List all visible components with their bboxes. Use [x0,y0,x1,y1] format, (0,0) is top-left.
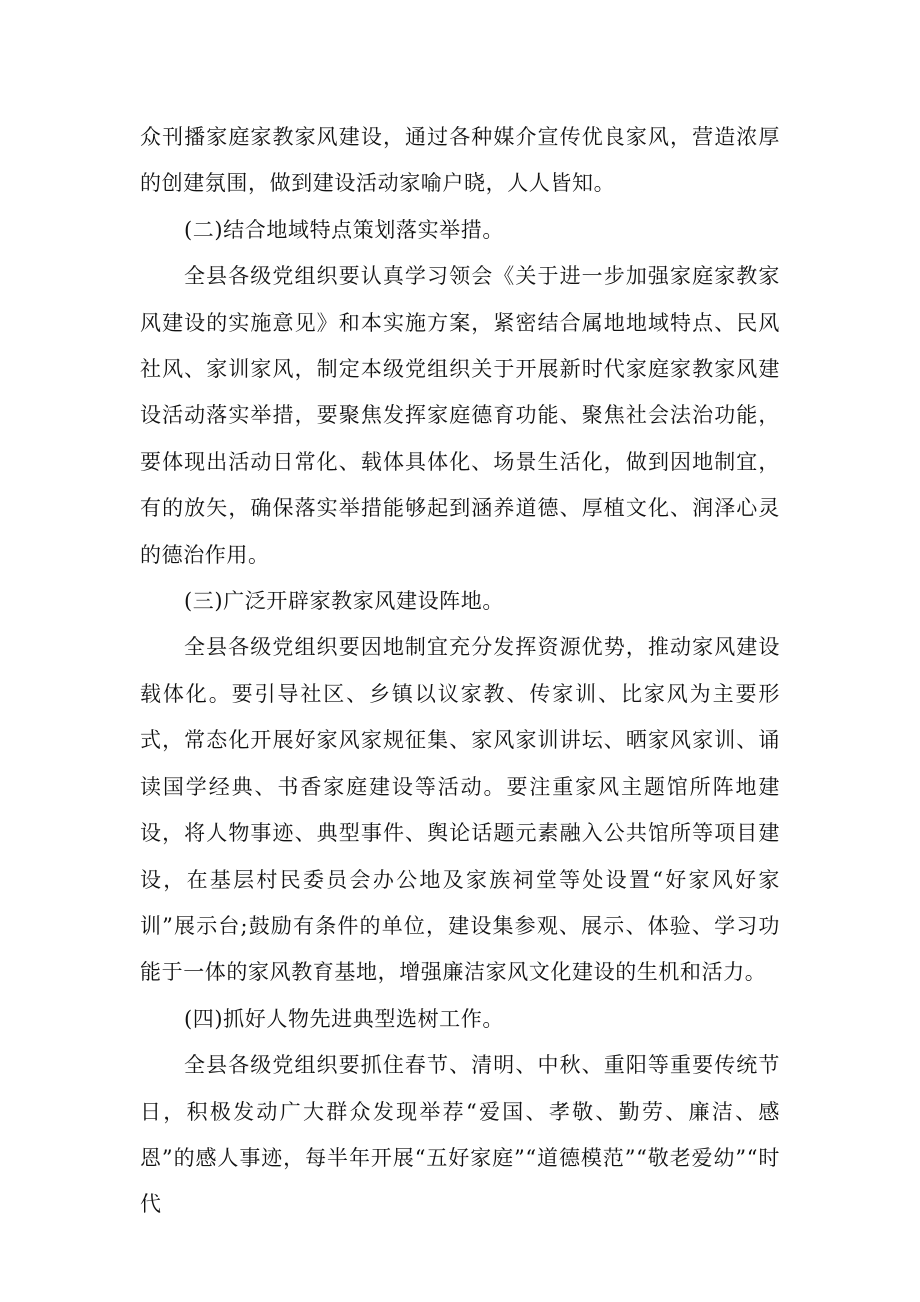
paragraph-section-2: 全县各级党组织要认真学习领会《关于进一步加强家庭家教家风建设的实施意见》和本实施方案，紧密结合属地地域特点、民风社风、家训家风，制定本级党组织关于开展新时代家庭家教家风建设活动落实举措，要聚焦发挥家庭德育功能、聚焦社会法治功能，要体现出活动日常化、载体具体化、场景生活化，做到因地制宜，有的放矢，确保落实举措能够起到涵养道德、厚植文化、润泽心灵的德治作用。 [140,264,780,567]
paragraph-continuation: 众刊播家庭家教家风建设，通过各种媒介宣传优良家风，营造浓厚的创建氛围，做到建设活动家喻户晓，人人皆知。 [140,125,780,196]
section-heading-3: (三)广泛开辟家教家风建设阵地。 [184,589,504,614]
paragraph-section-4: 全县各级党组织要抓住春节、清明、中秋、重阳等重要传统节日，积极发动广大群众发现举荐“爱国、孝敬、勤劳、廉洁、感恩”的感人事迹，每半年开展“五好家庭”“道德模范”“敬老爱幼”“时代 [140,1053,780,1217]
document-body [140,114,780,1228]
section-heading-2: (二)结合地域特点策划落实举措。 [184,217,504,242]
paragraph-section-3: 全县各级党组织要因地制宜充分发挥资源优势，推动家风建设载体化。要引导社区、乡镇以议家教、传家训、比家风为主要形式，常态化开展好家风家规征集、家风家训讲坛、晒家风家训、诵读国学经典、书香家庭建设等活动。要注重家风主题馆所阵地建设，将人物事迹、典型事件、舆论话题元素融入公共馆所等项目建设，在基层村民委员会办公地及家族祠堂等处设置“好家风好家训”展示台;鼓励有条件的单位，建设集参观、展示、体验、学习功能于一体的家风教育基地，增强廉洁家风文化建设的生机和活力。 [140,635,780,985]
section-heading-4: (四)抓好人物先进典型选树工作。 [184,1006,504,1031]
